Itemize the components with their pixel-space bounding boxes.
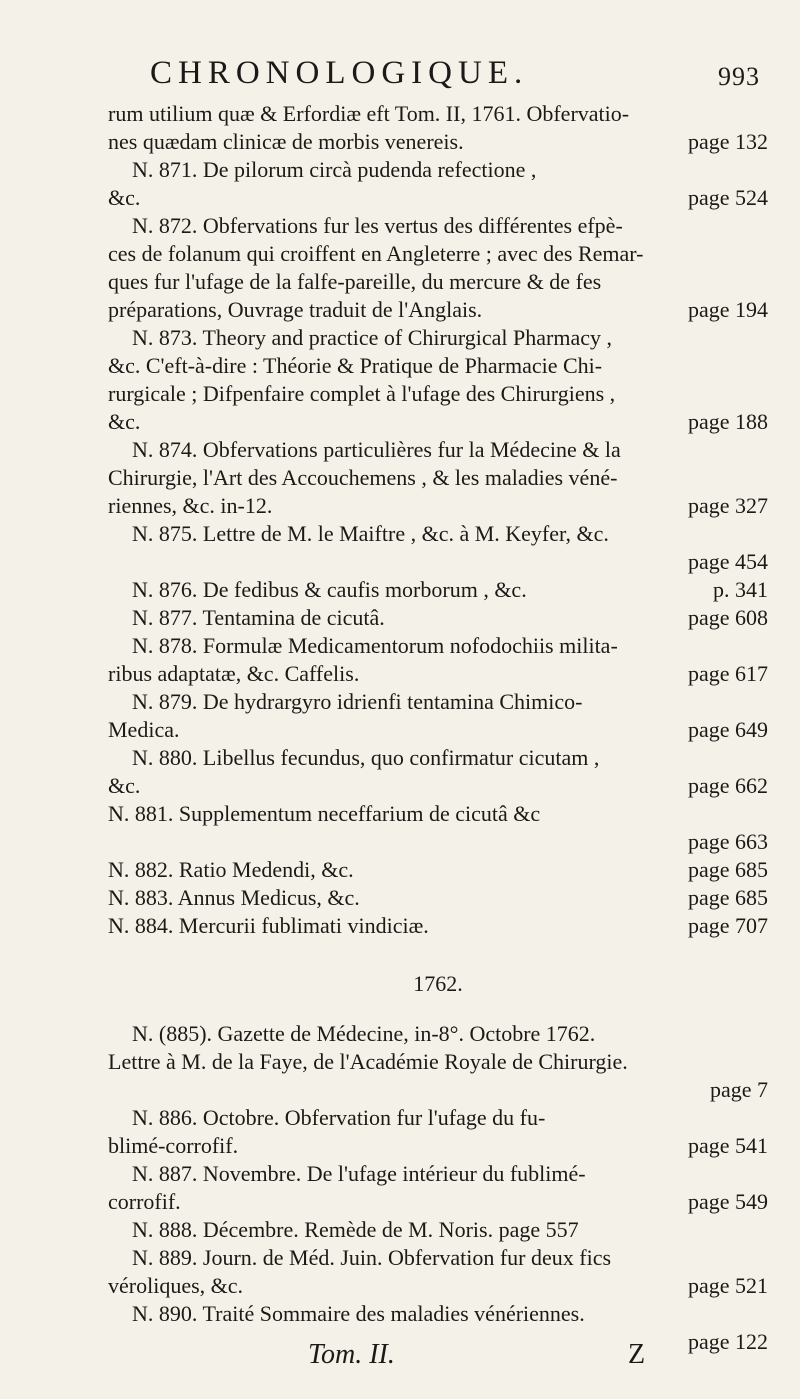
page-reference: page 685	[687, 885, 768, 910]
line-text: N. 880. Libellus fecundus, quo confirmatur cicutam ,	[132, 745, 600, 770]
line-text: N. 889. Journ. de Méd. Juin. Obfervation fur deux fics	[132, 1245, 612, 1270]
text-line	[108, 1300, 768, 1328]
header-title: CHRONOLOGIQUE.	[150, 55, 529, 91]
text-line	[108, 520, 768, 548]
text-line	[108, 660, 768, 688]
entries-1762	[108, 1020, 768, 1356]
page-reference: page 524	[687, 185, 768, 210]
page-reference: page 454	[687, 549, 768, 574]
line-text: riennes, &c. in-12.	[108, 493, 273, 518]
text-line	[108, 240, 768, 268]
page-reference: page 663	[687, 829, 768, 854]
line-text: Medica.	[108, 717, 180, 742]
page-reference: page 194	[687, 297, 768, 322]
page-reference: page 649	[687, 717, 768, 742]
line-text: rum utilium quæ & Erfordiæ eft Tom. II, 1761. Obfervatio-	[108, 101, 630, 126]
text-line	[108, 884, 768, 912]
line-text: &c.	[108, 185, 141, 210]
text-line	[108, 184, 768, 212]
line-text: N. (885). Gazette de Médecine, in-8°. Octobre 1762.	[132, 1021, 596, 1046]
year-heading: 1762.	[413, 971, 463, 996]
text-line	[108, 1188, 768, 1216]
text-line	[108, 352, 768, 380]
text-line	[108, 1160, 768, 1188]
text-line	[108, 436, 768, 464]
text-line	[108, 1132, 768, 1160]
text-line	[108, 100, 768, 128]
line-text: N. 886. Octobre. Obfervation fur l'ufage du fu-	[132, 1105, 546, 1130]
page-reference: page 327	[687, 493, 768, 518]
page-reference: page 608	[687, 605, 768, 630]
line-text: N. 881. Supplementum neceffarium de cicutâ &c	[108, 801, 541, 826]
line-text: Chirurgie, l'Art des Accouchemens , & les maladies véné-	[108, 465, 618, 490]
line-text: N. 876. De fedibus & caufis morborum , &c.	[132, 577, 527, 602]
page-reference: p. 341	[713, 577, 768, 602]
line-text: Lettre à M. de la Faye, de l'Académie Royale de Chirurgie.	[108, 1049, 628, 1074]
text-line	[108, 772, 768, 800]
line-text: ces de folanum qui croiffent en Angleterre ; avec des Remar-	[108, 241, 644, 266]
line-text: ribus adaptatæ, &c. Caffelis.	[108, 661, 360, 686]
line-text: N. 882. Ratio Medendi, &c.	[108, 857, 354, 882]
page-reference: page 662	[687, 773, 768, 798]
text-line	[108, 464, 768, 492]
line-text: véroliques, &c.	[108, 1273, 244, 1298]
text-line	[108, 380, 768, 408]
signature-mark: Z	[628, 1339, 646, 1370]
text-body	[108, 100, 768, 1356]
text-line	[108, 1076, 768, 1104]
line-text: N. 883. Annus Medicus, &c.	[108, 885, 360, 910]
text-line	[108, 296, 768, 324]
page-reference: page 617	[687, 661, 768, 686]
text-line	[108, 828, 768, 856]
text-line	[108, 800, 768, 828]
text-line	[108, 632, 768, 660]
text-line	[108, 212, 768, 240]
page-reference: page 122	[687, 1329, 768, 1354]
volume-mark: Tom. II.	[308, 1339, 395, 1370]
text-line	[108, 492, 768, 520]
text-line	[108, 912, 768, 940]
line-text: N. 875. Lettre de M. le Maiftre , &c. à M. Keyfer, &c.	[132, 521, 609, 546]
text-line	[108, 744, 768, 772]
text-line	[108, 1216, 768, 1244]
text-line	[108, 324, 768, 352]
line-text: préparations, Ouvrage traduit de l'Anglais.	[108, 297, 483, 322]
text-line	[108, 856, 768, 884]
line-text: N. 884. Mercurii fublimati vindiciæ.	[108, 913, 429, 938]
text-line	[108, 408, 768, 436]
text-line	[108, 1244, 768, 1272]
line-text: rurgicale ; Difpenfaire complet à l'ufage des Chirurgiens ,	[108, 381, 616, 406]
text-line	[108, 128, 768, 156]
text-line	[108, 1020, 768, 1048]
line-text: blimé-corrofif.	[108, 1133, 239, 1158]
line-text: N. 871. De pilorum circà pudenda refectione ,	[132, 157, 537, 182]
page-footer	[108, 1339, 768, 1379]
line-text: nes quædam clinicæ de morbis venereis.	[108, 129, 464, 154]
line-text: N. 872. Obfervations fur les vertus des différentes efpè-	[132, 213, 623, 238]
line-text: N. 890. Traité Sommaire des maladies vénériennes.	[132, 1301, 585, 1326]
line-text: &c. C'eft-à-dire : Théorie & Pratique de Pharmacie Chi-	[108, 353, 603, 378]
text-line	[108, 688, 768, 716]
running-header	[150, 48, 760, 98]
text-line	[108, 1048, 768, 1076]
page-reference: page 521	[687, 1273, 768, 1298]
text-line	[108, 548, 768, 576]
line-text: N. 873. Theory and practice of Chirurgical Pharmacy ,	[132, 325, 612, 350]
page-reference: page 132	[687, 129, 768, 154]
text-line	[108, 156, 768, 184]
page-reference: page 549	[687, 1189, 768, 1214]
page-reference: page 685	[687, 857, 768, 882]
line-text: N. 877. Tentamina de cicutâ.	[132, 605, 385, 630]
entries-1761	[108, 100, 768, 940]
page-number: 993	[718, 62, 760, 91]
line-text: &c.	[108, 409, 141, 434]
page-reference: page 7	[709, 1077, 768, 1102]
text-line	[108, 268, 768, 296]
text-line	[108, 1104, 768, 1132]
page-reference: page 188	[687, 409, 768, 434]
text-line	[108, 1272, 768, 1300]
line-text: N. 874. Obfervations particulières fur la Médecine & la	[132, 437, 621, 462]
line-text: &c.	[108, 773, 141, 798]
text-line	[108, 576, 768, 604]
line-text: N. 887. Novembre. De l'ufage intérieur du fublimé-	[132, 1161, 586, 1186]
line-text: N. 878. Formulæ Medicamentorum nofodochiis milita-	[132, 633, 618, 658]
text-line	[108, 716, 768, 744]
page-reference: page 707	[687, 913, 768, 938]
line-text: N. 888. Décembre. Remède de M. Noris. page 557	[132, 1217, 579, 1242]
line-text: corrofif.	[108, 1189, 181, 1214]
line-text: N. 879. De hydrargyro idrienfi tentamina Chimico-	[132, 689, 583, 714]
page-reference: page 541	[687, 1133, 768, 1158]
text-line	[108, 604, 768, 632]
line-text: ques fur l'ufage de la falfe-pareille, du mercure & de fes	[108, 269, 602, 294]
